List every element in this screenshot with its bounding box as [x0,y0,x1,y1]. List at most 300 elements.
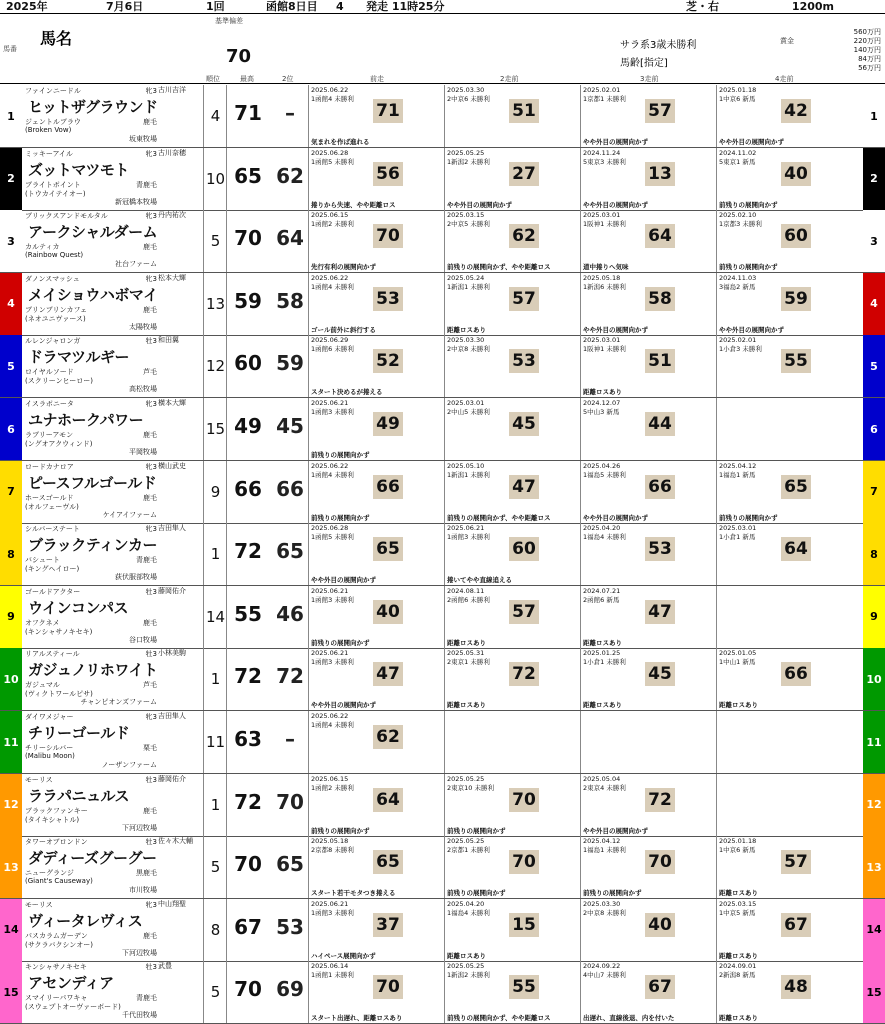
race-class: 1福島4 未勝利 [583,533,626,542]
coat-color: 鹿毛 [143,806,157,815]
table-row[interactable] [0,85,885,148]
race-date: 2025.04.26 [583,461,621,470]
race-note: スタート出遅れ、距離ロスあり [311,1014,403,1023]
past-race[interactable] [580,899,716,961]
dam-sire-name: (タイキシャトル) [25,815,80,824]
race-class: 2京都8 未勝利 [311,846,354,855]
prize-5: 56万円 [858,64,881,72]
race-class: 2中京8 未勝利 [447,345,490,354]
race-score: 51 [509,99,539,123]
horse-name[interactable]: チリーゴールド [28,724,130,742]
race-score: 51 [645,349,675,373]
race-score: 70 [373,975,403,999]
race-score: 55 [509,975,539,999]
past-race[interactable] [308,961,444,1023]
horse-info [22,836,204,898]
dam-sire-name: (トウカイテイオー) [25,189,86,198]
race-class: 1京都3 未勝利 [719,220,762,229]
dam-sire-name: (スクリーンヒーロー) [25,377,94,386]
race-score: 37 [373,913,403,937]
race-note: 前残りの展開向かず [719,263,778,272]
past-race[interactable] [716,648,824,710]
table-row[interactable] [0,711,885,774]
race-date: 2025.06.15 [311,211,349,220]
race-date: 2025.03.30 [447,336,485,345]
past-race[interactable] [308,711,444,773]
past-race[interactable] [308,836,444,898]
past-race[interactable] [444,711,580,773]
race-note: 距離ロスあり [583,701,622,710]
jockey-name: 佐々木大輔 [158,837,193,846]
rank-value: 10 [205,148,227,210]
race-score: 70 [373,224,403,248]
past-race[interactable] [716,398,824,460]
race-date: 2025.05.25 [447,962,485,971]
sex-age: 牝3 [145,400,157,408]
past-race[interactable] [308,523,444,585]
horse-name[interactable]: ドラマツルギー [28,348,130,367]
sire-name: ダイワメジャー [25,713,74,721]
rank-value: 15 [205,398,227,460]
race-class: 1阪神1 未勝利 [583,220,626,229]
past-race[interactable] [716,148,824,210]
table-row[interactable] [0,648,885,711]
past-race[interactable] [308,461,444,523]
sire-name: リアルスティール [25,650,80,659]
sex-age: 牡3 [145,587,157,596]
past-race[interactable] [444,648,580,710]
best-score: 71 [234,101,262,125]
breeder-name: 市川牧場 [129,886,157,895]
past-race[interactable] [716,461,824,523]
past-race[interactable] [308,586,444,648]
jockey-name: 藤岡佑介 [158,586,186,595]
past-race[interactable] [580,961,716,1023]
race-note: 前残りの展開向かず [311,451,370,459]
race-class: 1新潟1 未勝利 [447,470,490,479]
prize-list [854,28,881,73]
table-row[interactable] [0,210,885,273]
waku-number-left: 2 [0,148,22,210]
race-class: 1中京5 新馬 [719,908,756,917]
waku-number-right: 2 [863,148,885,210]
race-class: 1福島1 未勝利 [583,846,626,855]
past-race[interactable] [716,273,824,335]
past-race[interactable] [308,335,444,397]
waku-number-right: 12 [863,774,885,836]
table-row[interactable] [0,398,885,461]
coat-color: 青鹿毛 [136,556,157,565]
race-class: 1中山1 新馬 [719,658,756,667]
past-race[interactable] [580,523,716,585]
second-score: 58 [276,288,304,313]
prev3-col: 3走前 [640,75,659,83]
race-class: 1中京6 新馬 [719,95,756,103]
past-race[interactable] [444,961,580,1023]
dam-sire-name: (Broken Vow) [25,126,72,134]
past-race[interactable] [716,335,824,397]
horse-name[interactable]: ピースフルゴールド [28,473,157,492]
breeder-name: 平岡牧場 [129,448,157,456]
past-race[interactable] [444,398,580,460]
race-date: 7月6日 [106,0,144,13]
race-score: 42 [781,99,811,123]
dam-name: ホースゴールド [25,493,74,502]
race-date: 2025.05.25 [447,148,485,157]
past-race[interactable] [580,836,716,898]
race-class: 1新潟2 未勝利 [447,971,490,980]
waku-label: 馬番 [3,45,17,53]
dam-sire-name: (スウェプトオーヴァーボード) [25,1003,121,1012]
race-note: 前残りの展開向かず [311,826,370,835]
race-score: 57 [781,850,811,874]
second-score: 70 [276,789,304,814]
sire-name: シルバーステート [25,525,80,534]
race-date: 2025.04.12 [583,837,621,846]
race-note: 出遅れ、直線後退、内を付いた [583,1014,675,1023]
coat-color: 芦毛 [143,681,157,690]
race-class: 2函館6 未勝利 [447,595,490,604]
race-score: 47 [645,600,675,624]
table-row[interactable] [0,148,885,211]
race-score: 45 [645,662,675,686]
past-race[interactable] [308,774,444,836]
race-date: 2024.12.07 [583,399,621,407]
coat-color: 栗毛 [143,744,157,752]
past-race[interactable] [580,148,716,210]
prize-3: 140万円 [853,46,881,54]
past-race[interactable] [308,398,444,460]
past-race[interactable] [308,648,444,710]
sex-age: 牡3 [145,775,157,784]
dam-sire-name: (キングヘイロー) [25,565,80,574]
race-date: 2024.08.11 [447,586,485,595]
coat-color: 鹿毛 [143,931,157,940]
waku-number-right: 7 [863,461,885,523]
best-score: 67 [234,914,262,939]
past-race[interactable] [716,586,824,648]
horse-name[interactable]: ガジュノリホワイト [28,661,158,680]
past-race[interactable] [580,774,716,836]
best-score: 72 [234,664,262,689]
race-class: 5中山3 新馬 [583,408,620,416]
past-race[interactable] [444,836,580,898]
race-score: 66 [781,662,811,686]
best-score: 59 [234,288,262,313]
table-row[interactable] [0,523,885,586]
race-note: 捲いてやや直線追える [447,576,512,585]
past-race[interactable] [716,85,824,147]
past-race[interactable] [716,523,824,585]
race-note: やや外目の展開向かず [311,701,376,710]
horse-name[interactable]: メイショウハボマイ [28,285,158,304]
race-note: 前残りの展開向かず [719,200,778,209]
past-race[interactable] [444,899,580,961]
horse-name[interactable]: アセンディア [28,974,114,993]
best-score: 65 [234,163,262,188]
race-score: 53 [373,287,403,311]
race-note: やや外目の展開向かず [583,138,648,146]
horse-name[interactable]: ユナホークパワー [28,411,144,429]
waku-number-left: 5 [0,335,22,397]
past-race[interactable] [716,774,824,836]
waku-number-left: 8 [0,523,22,585]
past-race[interactable] [716,210,824,272]
coat-color: 黒鹿毛 [136,869,157,878]
coat-color: 鹿毛 [143,618,157,627]
race-date: 2025.02.01 [583,86,621,94]
waku-number-left: 3 [0,210,22,272]
second-score: 62 [276,163,304,188]
race-header [0,0,885,14]
second-col: 2位 [282,75,294,83]
table-row[interactable] [0,586,885,649]
horse-name[interactable]: アークシャルダーム [28,223,158,242]
past-race[interactable] [580,335,716,397]
past-race[interactable] [716,711,824,773]
race-date: 2025.04.20 [447,899,485,908]
prize-2: 220万円 [853,37,881,45]
past-race[interactable] [308,210,444,272]
sire-name: ブリックスアンドモルタル [25,212,108,221]
race-score: 59 [781,287,811,311]
coat-color: 青鹿毛 [136,994,157,1003]
race-date: 2025.06.29 [311,336,349,345]
sire-name: ルレンジャロンガ [25,337,81,346]
race-score: 15 [509,913,539,937]
second-score: – [285,101,295,125]
race-note: 距離ロスあり [447,951,486,960]
race-class: 5東京1 新馬 [719,157,756,166]
race-date: 2025.04.20 [583,524,621,533]
race-class: 3福島2 新馬 [719,282,756,291]
past-race[interactable] [580,711,716,773]
horse-name[interactable]: ズットマツモト [28,160,129,179]
race-date: 2025.05.10 [447,461,485,470]
waku-number-left: 10 [0,648,22,710]
jockey-name: 藤岡佑介 [158,774,186,783]
race-date: 2025.03.15 [447,211,485,220]
past-race[interactable] [444,774,580,836]
race-class: 1阪神1 未勝利 [583,345,626,354]
waku-number-left: 13 [0,836,22,898]
horse-info [22,586,204,648]
rank-value: 5 [205,836,227,898]
race-class: 1函館3 未勝利 [311,658,354,667]
waku-number-right: 8 [863,523,885,585]
race-score: 53 [645,537,675,561]
race-date: 2025.05.24 [447,273,485,282]
dam-name: ブリンブリンカフェ [25,305,88,314]
race-date: 2025.05.25 [447,774,485,783]
dam-sire-name: (Rainbow Quest) [25,251,84,260]
race-note: 前残りの展開向かず、やや距離ロス [447,263,551,272]
table-row[interactable] [0,961,885,1024]
second-score: 45 [276,414,304,438]
second-score: 66 [276,476,304,501]
past-race[interactable] [444,523,580,585]
sire-name: タワーオブロンドン [25,838,88,847]
sex-age: 牝3 [145,900,157,909]
race-score: 40 [781,162,811,186]
race-class: 2京都1 未勝利 [447,846,490,855]
past-race[interactable] [716,961,824,1023]
dam-sire-name: (ヴィクトワールピサ) [25,690,93,699]
race-class: 2東京10 未勝利 [447,783,494,792]
race-score: 47 [373,662,403,686]
table-row[interactable] [0,774,885,837]
race-note: 前残りの展開向かず [719,513,778,522]
table-row[interactable] [0,899,885,962]
past-race[interactable] [444,210,580,272]
race-note: 距離ロスあり [447,638,486,647]
horse-name[interactable]: ヒットザグラウンド [28,98,158,116]
race-note: 距離ロスあり [719,701,758,710]
race-title: サラ系3歳未勝利 [620,40,697,51]
past-race[interactable] [580,273,716,335]
best-score: 70 [234,852,262,877]
waku-number-right: 13 [863,836,885,898]
coat-color: 鹿毛 [143,493,157,502]
past-race[interactable] [308,85,444,147]
race-date: 2025.06.21 [447,524,485,533]
race-class: 1函館2 未勝利 [311,783,354,792]
race-class: 1函館4 未勝利 [311,282,354,291]
past-race[interactable] [580,648,716,710]
horse-info [22,210,204,272]
race-date: 2025.01.18 [719,86,757,94]
second-score: 65 [276,852,304,877]
past-race[interactable] [580,85,716,147]
dam-sire-name: (ングオアクウィンド) [25,440,93,448]
waku-number-left: 7 [0,461,22,523]
race-cond: 馬齢[指定] [620,58,668,69]
table-row[interactable] [0,836,885,899]
past-race[interactable] [580,210,716,272]
race-score: 13 [645,162,675,186]
race-score: 58 [645,287,675,311]
jockey-name: 吉田隼人 [158,712,186,720]
race-note: スタート若干モタつき捲える [311,889,396,898]
race-class: 2中京8 未勝利 [583,908,626,917]
horse-name[interactable]: ウインコンパス [28,598,129,617]
race-score: 65 [373,537,403,561]
race-date: 2024.11.03 [719,273,757,282]
table-row[interactable] [0,273,885,336]
race-date: 2025.03.30 [447,86,485,94]
race-date: 2025.06.15 [311,774,349,783]
past-race[interactable] [308,148,444,210]
sire-name: モーリス [25,900,53,909]
race-class: 2東京1 未勝利 [447,658,490,667]
race-date: 2025.03.30 [583,899,621,908]
sire-name: キンシャサノキセキ [25,963,87,972]
dam-name: ガジュマル [25,681,60,690]
jockey-name: 横山武史 [158,461,186,470]
past-race[interactable] [580,461,716,523]
race-score: 55 [781,349,811,373]
race-date: 2025.02.01 [719,336,757,345]
race-score: 64 [373,788,403,812]
dam-sire-name: (キンシャサノキセキ) [25,627,93,636]
table-row[interactable] [0,335,885,398]
past-race[interactable] [308,273,444,335]
race-note: 前残りの展開向かず [447,826,506,835]
race-note: やや外目の展開向かず [447,200,512,209]
jockey-name: 古川吉洋 [158,86,186,94]
past-race[interactable] [308,899,444,961]
race-date: 2025.03.15 [719,899,757,908]
rank-col: 順位 [206,75,220,83]
race-note: 前残りの展開向かず、やや距離ロス [447,1014,551,1023]
dam-name: カルティカ [25,243,60,252]
race-class: 5東京3 未勝利 [583,157,626,166]
table-row[interactable] [0,461,885,524]
past-race[interactable] [444,273,580,335]
sire-name: ロードカナロア [25,462,74,471]
horse-info [22,899,204,961]
rank-value: 5 [205,961,227,1023]
past-race[interactable] [716,836,824,898]
horse-name[interactable]: ヴィータレヴィス [28,911,143,930]
dam-sire-name: (ネオユニヴァース) [25,314,86,323]
rank-value: 1 [205,523,227,585]
race-date: 2025.06.14 [311,962,349,971]
horse-name[interactable]: ララパニュルス [28,786,130,805]
past-race[interactable] [580,586,716,648]
race-class: 1函館3 未勝利 [447,533,490,542]
race-class: 1函館5 未勝利 [311,157,354,166]
race-class: 2新潟8 新馬 [719,971,756,980]
sire-name: ミッキーアイル [25,149,73,158]
horse-name[interactable]: ブラックティンカー [28,536,158,555]
second-score: 65 [276,539,304,564]
rank-value: 8 [205,899,227,961]
dam-name: オフクネメ [25,618,60,627]
race-score: 67 [645,975,675,999]
past-race[interactable] [444,335,580,397]
rank-value: 1 [205,774,227,836]
race-year: 2025年 [6,0,48,13]
race-note: やや外目の展開向かず [719,138,784,146]
waku-number-left: 12 [0,774,22,836]
breeder-name: 荻伏服部牧場 [115,573,157,582]
best-score: 70 [234,977,262,1002]
breeder-name: 坂東牧場 [129,135,157,143]
race-note: やや外目の展開向かず [311,576,376,585]
race-score: 53 [509,349,539,373]
race-date: 2025.06.22 [311,712,349,720]
second-score: 64 [276,226,304,251]
horse-info [22,398,204,460]
race-note: 距離ロスあり [719,1014,758,1023]
race-note: 先行有利の展開向かず [311,263,376,272]
past-race[interactable] [444,85,580,147]
past-race[interactable] [444,461,580,523]
race-class: 2中山5 未勝利 [447,408,490,416]
horse-name[interactable]: ダディーズグーグー [28,849,157,868]
past-race[interactable] [580,398,716,460]
past-race[interactable] [444,148,580,210]
race-score: 56 [373,162,403,186]
past-race[interactable] [716,899,824,961]
prize-label: 賞金 [780,37,794,45]
waku-number-left: 1 [0,85,22,147]
race-date: 2024.07.21 [583,586,621,595]
horse-info [22,774,204,836]
horse-info [22,523,204,585]
past-race[interactable] [444,586,580,648]
